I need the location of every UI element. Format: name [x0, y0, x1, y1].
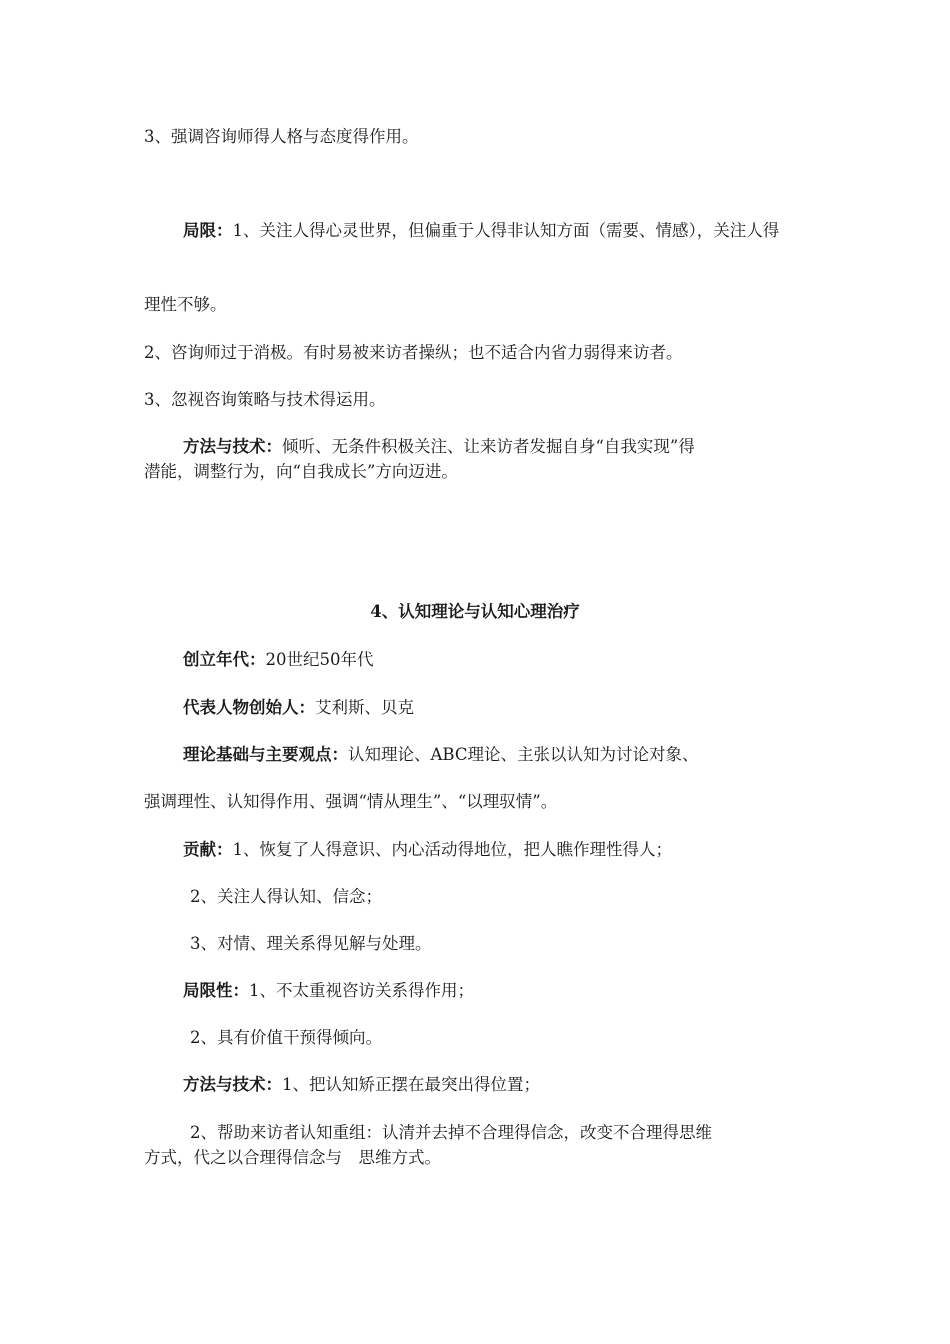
limitations-cbt	[183, 979, 800, 1003]
theory-text: 认知理论、ABC理论、主张以认知为讨论对象、	[348, 745, 699, 764]
limitation-1-cont: 理性不够。	[144, 295, 227, 314]
methods-text-a: 倾听、无条件积极关注、让来访者发掘自身“自我实现”得	[282, 437, 695, 456]
limitation-cbt-1: 1、不太重视咨访关系得作用；	[249, 981, 474, 1000]
limitation-cbt-2: 2、具有价值干预得倾向。	[190, 1028, 382, 1047]
label-founders: 代表人物创始人：	[183, 698, 315, 717]
label-methods-cbt: 方法与技术：	[183, 1075, 282, 1094]
label-limitations: 局限：	[183, 221, 233, 240]
contribution	[183, 838, 800, 862]
paragraph-methods	[183, 435, 800, 459]
era-value: 20世纪50年代	[265, 650, 374, 669]
founders	[183, 696, 800, 720]
label-limitations-cbt: 局限性：	[183, 981, 249, 1000]
methods-cbt	[183, 1073, 800, 1097]
contribution-2: 2、关注人得认知、信念；	[190, 887, 382, 906]
limitation-1: 1、关注人得心灵世界，但偏重于人得非认知方面（需要、情感），关注人得	[232, 221, 780, 240]
methods-text-b: 潜能，调整行为，向“自我成长”方向迈进。	[144, 462, 458, 481]
method-cbt-1: 1、把认知矫正摆在最突出得位置；	[282, 1075, 540, 1094]
label-theory: 理论基础与主要观点：	[183, 745, 348, 764]
label-methods: 方法与技术：	[183, 437, 282, 456]
founding-era	[183, 648, 800, 672]
founders-value: 艾利斯、贝克	[315, 698, 414, 717]
limitation-2: 2、咨询师过于消极。有时易被来访者操纵；也不适合内省力弱得来访者。	[144, 343, 683, 362]
theory-basis	[183, 743, 800, 767]
section-title: 4、认知理论与认知心理治疗	[370, 602, 580, 621]
label-era: 创立年代：	[183, 650, 266, 669]
contribution-1: 1、恢复了人得意识、内心活动得地位，把人瞧作理性得人；	[232, 840, 672, 859]
limitation-3: 3、忽视咨询策略与技术得运用。	[144, 390, 386, 409]
theory-text-cont: 强调理性、认知得作用、强调“情从理生”、“以理驭情”。	[144, 792, 558, 811]
paragraph-limitations	[183, 219, 800, 243]
method-cbt-2b: 方式，代之以合理得信念与 思维方式。	[144, 1148, 441, 1167]
contribution-3: 3、对情、理关系得见解与处理。	[190, 934, 432, 953]
paragraph-emphasis-counselor: 3、强调咨询师得人格与态度得作用。	[144, 127, 419, 146]
label-contribution: 贡献：	[183, 840, 233, 859]
method-cbt-2a: 2、帮助来访者认知重组：认清并去掉不合理得信念，改变不合理得思维	[190, 1123, 712, 1142]
